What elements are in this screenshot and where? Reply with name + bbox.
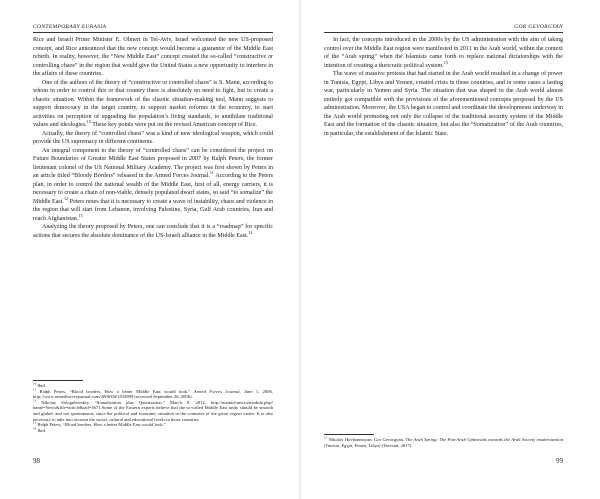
right-page-body (324, 36, 563, 138)
header-rule-right (324, 32, 563, 33)
footnote-ref: 12 (63, 195, 69, 201)
footnote: $^{11}$ Ralph Peters, “Blood borders, How a better Middle East would look,” Armed Forces Journal, June 1, 2006, http://www.armedforcesjournal.com/2006/06/1833899 (accessed September 26, 2006). (33, 387, 274, 400)
page-number-left: 98 (33, 457, 40, 465)
paragraph: One of the authors of the theory of “constructive or controlled chaos” is S. Mann, according to whom in order to control this or that country there is absolutely no need to fight, but to create a chaotic situation. Within the framework of the chaotic situation-making tool, Mann suggests to support democracy in the target country, to support market reforms in the economy, to start activities on perception of upgrading the population’s living standards, to annihilate traditional values and ideologies.$^{10}$ These key points were put on the revised American concept of Rice. (33, 79, 273, 128)
footnote: $^{13}$ Ralph Peters, “Blood borders, How a better Middle East would look.” (33, 420, 166, 428)
running-head-left: CONTEMPORARY EURASIA (33, 24, 107, 30)
footnotes-left (33, 383, 273, 433)
footnote-ref: 15 (443, 59, 448, 65)
header-rule-left (33, 32, 273, 33)
footnote-rule-left (33, 380, 83, 381)
paragraph: An integral component to the theory of “controlled chaos” can be considered the project on Future Boundaries of Greater Middle East States proposed in 2007 by Ralph Peters, the former lieutenant colonel of the US National Military Academy. The project was first shown by Peters in an article titled “Bloody Borders” released in the Armed Forces Journal.$^{11}$ According to the Peters plan, in order to control the national wealth of the Middle East, first of all, energy carriers, it is necessary to create a chain of non-viable, densely populated dwarf states, so said “to somalize” the Middle East.$^{12}$ Peters notes that it is necessary to create a wave of instability, chaos and violence in the region that will start from Lebanon, involving Palestine, Syria, Gulf Arab countries, Iran and reach Afghanistan.$^{13}$ (33, 147, 273, 222)
left-page-body (33, 36, 273, 240)
footnote: $^{15}$ Nikolay Hovhannisyan, Gor Gevorgyan, The Arab Spring: The Pan-Arab Upheavals towards the Arab Society modernization (Tunisia, Egypt, Yemen, Libya) (Yerevan, 2017). (324, 435, 563, 448)
page-number-right: 99 (556, 457, 563, 465)
paragraph: Rice and Israeli Prime Minister E. Olmert in Tel-Aviv, Israel welcomed the new US-proposed concept, and Rice announced that the new concept would become a guarantor of the Middle East rebirth. In reality, however, the “New Middle East” concept created the so-called “constructive or controlling chaos” in the region that would give the United States a new opportunity to interfere in the affairs of these countries. (33, 37, 273, 77)
paragraph: The wave of massive protests that had started in the Arab world resulted in a change of power in Tunisia, Egypt, Libya and Yemen, created crisis in those countries, and in some cases a lasting war, particularly in Yemen and Syria. The situation that was shaped in the Arab world almost entirely got compatible with the provisions of the aforementioned concepts proposed by the US administration. Moreover, the USA began to control and coordinate the developments underway in the Arab world promoting not only the collapse of the traditional security system of the Middle East and the formation of the chaotic situation, but also the “Somatization” of the Arab countries, in particular, the establishment of the Islamic State. (324, 71, 563, 137)
footnote-ref: 11 (209, 169, 214, 175)
right-page (300, 0, 600, 499)
footnote: $^{12}$ Nikolay Sologubovskiy, “Somalization plus Qatarization,” March 8, 2012, http://maintrform.ru/module.php?name=News&file=article&sid=3671.Some of the Eastern experts believe that the so-called Middle East unity should be smooth and global, and not spontaneous, since the political and economic situation in the countries of the given region varies. It is also necessary to take into account the social, cultural and educational levels in those countries. (33, 398, 273, 422)
footnote: $^{10}$ Ibid. (33, 381, 46, 388)
footnote-ref: 14 (248, 229, 253, 235)
paragraph: In fact, the concepts introduced in the 2000s by the US administration with the aim of taking control over the Middle East region were manifested in 2011 in the Arab world, within the context of the “Arab spring” when the Islamists came forth to replace national dictatorships with the intention of creating a theocratic political system.$^{15}$ (324, 37, 563, 69)
footnote: $^{14}$ Ibid. (33, 426, 46, 433)
footnote-ref: 10 (86, 118, 91, 124)
footnote-ref: 13 (78, 212, 83, 218)
footnote-rule-right (324, 434, 374, 435)
paragraph: Analyzing the theory proposed by Peters, one can conclude that it is a “roadmap” for specific actions that secures the absolute dominance of the US-Israeli alliance in the Middle East.$^{14}$ (33, 224, 273, 239)
footnotes-right (324, 437, 563, 448)
running-head-right: GOR GEVORGYAN (514, 24, 563, 30)
paragraph: Actually, the theory of “controlled chaos” was a kind of new ideological weapon, which could provide the US supremacy in different continents. (33, 130, 273, 145)
